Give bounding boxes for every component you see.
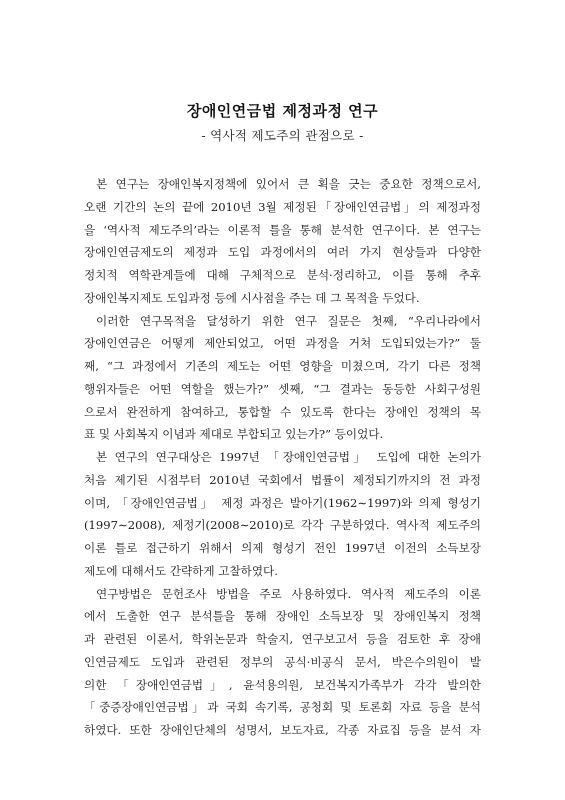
document-subtitle: - 역사적 제도주의 관점으로 - <box>201 128 364 143</box>
document-title: 장애인연금법 제정과정 연구 <box>186 102 379 120</box>
text-line: 인연금제도 도입과 관련된 정부의 공식·비공식 문서, 박은수의원이 발 <box>84 654 481 669</box>
text-line: 이러한 연구목적을 달성하기 위한 연구 질문은 첫째, “우리나라에서 <box>96 313 481 328</box>
text-line: 에서 도출한 연구 분석틀을 통해 장애인 소득보장 및 장애인복지 정책 <box>84 609 481 624</box>
text-line: 이론 틀로 접근하기 위해서 의제 형성기 전인 1997년 이전의 소득보장 <box>84 541 481 555</box>
text-line: 으로서 완전하게 참여하고, 통합할 수 있도록 한다는 장애인 정책의 목 <box>84 404 481 419</box>
text-line: 「중증장애인연금법」과 국회 속기록, 공청회 및 토론회 자료 등을 분석 <box>84 700 481 715</box>
text-line: 제도에 대해서도 간략하게 고찰하였다. <box>84 563 278 578</box>
text-line: 표 및 사회복지 이념과 제대로 부합되고 있는가?” 등이었다. <box>84 427 384 442</box>
text-line: 과 관련된 이론서, 학위논문과 학술지, 연구보고서 등을 검토한 후 장애 <box>84 632 481 646</box>
text-line: 연구방법은 문헌조사 방법을 주로 사용하였다. 역사적 제도주의 이론 <box>96 586 481 601</box>
text-line: 장애인연금제도의 제정과 도입 과정에서의 여러 가지 현상들과 다양한 <box>84 245 481 260</box>
text-line: 오랜 기간의 논의 끝에 2010년 3월 제정된「장애인연금법」의 제정과정 <box>84 199 481 214</box>
text-line: 본 연구의 연구대상은 1997년 「장애인연금법」 도입에 대한 논의가 <box>96 450 481 464</box>
text-line: 처음 제기된 시점부터 2010년 국회에서 법률이 제정되기까지의 전 과정 <box>84 472 481 487</box>
text-line: 하였다. 또한 장애인단체의 성명서, 보도자료, 각종 자료집 등을 분석 자 <box>84 723 481 737</box>
text-line: 이며, 「장애인연금법」 제정 과정은 발아기(1962∼1997)와 의제 형성기 <box>84 495 481 510</box>
text-line: 의한 「장애인연금법」, 윤석용의원, 보건복지가족부가 각각 발의한 <box>84 677 481 692</box>
text-line: 째, “그 과정에서 기존의 제도는 어떤 영향을 미쳤으며, 각기 다른 정책 <box>84 359 481 373</box>
text-line: 본 연구는 장애인복지정책에 있어서 큰 획을 긋는 중요한 정책으로서, <box>96 177 481 191</box>
text-line: 장애인연금은 어떻게 제안되었고, 어떤 과정을 거쳐 도입되었는가?” 둘 <box>84 336 481 351</box>
text-line: 정치적 역학관계들에 대해 구체적으로 분석·정리하고, 이를 통해 추후 <box>84 268 481 282</box>
text-line: 장애인복지제도 도입과정 등에 시사점을 주는 데 그 목적을 두었다. <box>84 290 420 305</box>
text-line: 을 ‘역사적 제도주의’라는 이론적 틀을 통해 분석한 연구이다. 본 연구는 <box>84 222 481 237</box>
text-line: (1997∼2008), 제정기(2008∼2010)로 각각 구분하였다. 역사적 제도주의 <box>84 518 481 533</box>
text-line: 행위자들은 어떤 역할을 했는가?” 셋째, “그 결과는 동등한 사회구성원 <box>84 381 481 396</box>
abstract-body <box>84 173 481 742</box>
